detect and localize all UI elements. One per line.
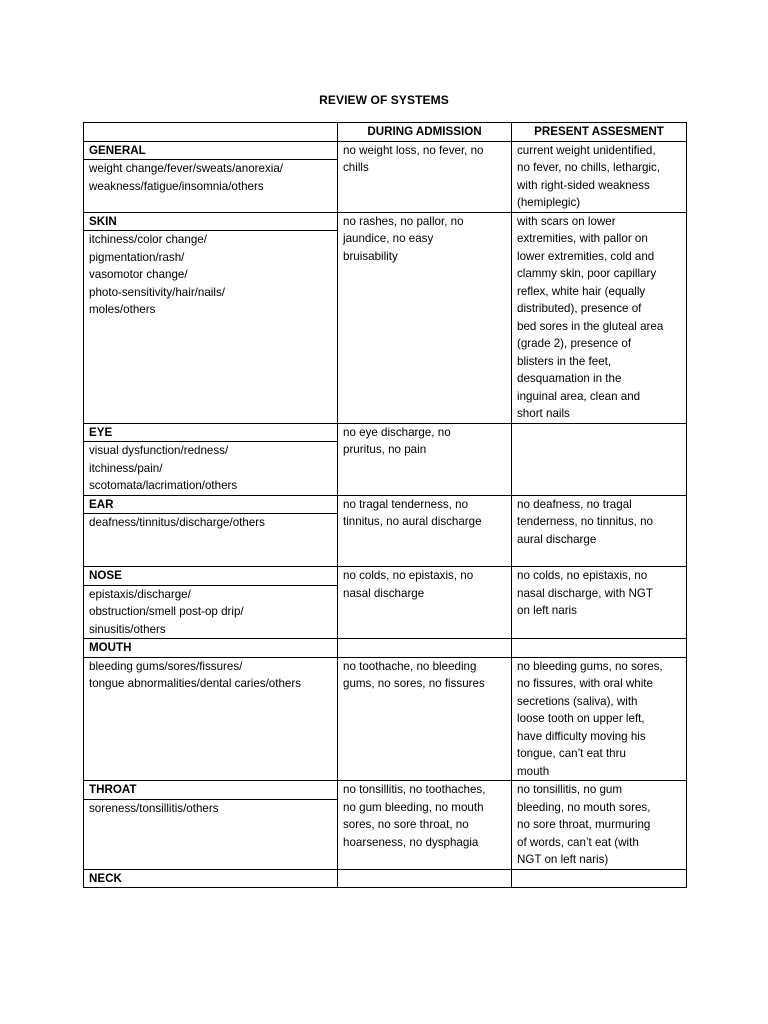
nose-present: no colds, no epistaxis, no nasal discharge, with NGT on left naris (512, 567, 687, 639)
section-header-row (84, 423, 687, 442)
section-items-row (84, 657, 687, 781)
neck-present (512, 869, 687, 888)
general-admission: no weight loss, no fever, no chills (338, 141, 512, 212)
header-present-assessment: PRESENT ASSESMENT (512, 123, 687, 142)
eye-items: visual dysfunction/redness/ itchiness/pain/ scotomata/lacrimation/others (84, 442, 338, 496)
section-header-row (84, 567, 687, 586)
general-items: weight change/fever/sweats/anorexia/ weakness/fatigue/insomnia/others (84, 160, 338, 213)
neck-admission (338, 869, 512, 888)
section-name-ear: EAR (84, 495, 338, 514)
skin-present: with scars on lower extremities, with pallor on lower extremities, cold and clammy skin, poor capillary reflex, white hair (equally distributed), presence of bed sores in the gluteal area (grade 2), presence of blisters in the feet, desquamation in the inguinal area, clean and short nails (512, 212, 687, 423)
mouth-admission: no toothache, no bleeding gums, no sores, no fissures (338, 657, 512, 781)
section-name-general: GENERAL (84, 141, 338, 160)
section-name-mouth: MOUTH (84, 639, 338, 658)
section-name-eye: EYE (84, 423, 338, 442)
general-present: current weight unidentified, no fever, no chills, lethargic, with right-sided weakness (hemiplegic) (512, 141, 687, 212)
section-name-skin: SKIN (84, 212, 338, 231)
throat-items: soreness/tonsillitis/others (84, 799, 338, 869)
mouth-header-blank-admission (338, 639, 512, 658)
section-header-row (84, 141, 687, 160)
ear-present: no deafness, no tragal tenderness, no tinnitus, no aural discharge (512, 495, 687, 567)
section-header-row (84, 212, 687, 231)
mouth-present: no bleeding gums, no sores, no fissures, with oral white secretions (saliva), with loose tooth on upper left, have difficulty moving his tongue, can’t eat thru mouth (512, 657, 687, 781)
document-title: REVIEW OF SYSTEMS (319, 93, 449, 107)
eye-admission: no eye discharge, no pruritus, no pain (338, 423, 512, 495)
nose-admission: no colds, no epistaxis, no nasal discharge (338, 567, 512, 639)
throat-present: no tonsillitis, no gum bleeding, no mouth sores, no sore throat, murmuring of words, can’t eat (with NGT on left naris) (512, 781, 687, 870)
throat-admission: no tonsillitis, no toothaches, no gum bleeding, no mouth sores, no sore throat, no hoarseness, no dysphagia (338, 781, 512, 870)
ear-items: deafness/tinnitus/discharge/others (84, 514, 338, 567)
section-header-row (84, 495, 687, 514)
section-name-throat: THROAT (84, 781, 338, 800)
section-header-row (84, 869, 687, 888)
nose-items: epistaxis/discharge/ obstruction/smell post-op drip/ sinusitis/others (84, 585, 338, 639)
section-header-row (84, 639, 687, 658)
mouth-items: bleeding gums/sores/fissures/ tongue abnormalities/dental caries/others (84, 657, 338, 781)
eye-present (512, 423, 687, 495)
skin-admission: no rashes, no pallor, no jaundice, no easy bruisability (338, 212, 512, 423)
section-name-neck: NECK (84, 869, 338, 888)
ear-admission: no tragal tenderness, no tinnitus, no aural discharge (338, 495, 512, 567)
mouth-header-blank-present (512, 639, 687, 658)
skin-items: itchiness/color change/ pigmentation/rash/ vasomotor change/ photo-sensitivity/hair/nails/ moles/others (84, 231, 338, 424)
header-during-admission: DURING ADMISSION (338, 123, 512, 142)
section-header-row (84, 781, 687, 800)
section-name-nose: NOSE (84, 567, 338, 586)
header-blank (84, 123, 338, 142)
review-of-systems-table (83, 122, 687, 888)
table-header-row (84, 123, 687, 142)
